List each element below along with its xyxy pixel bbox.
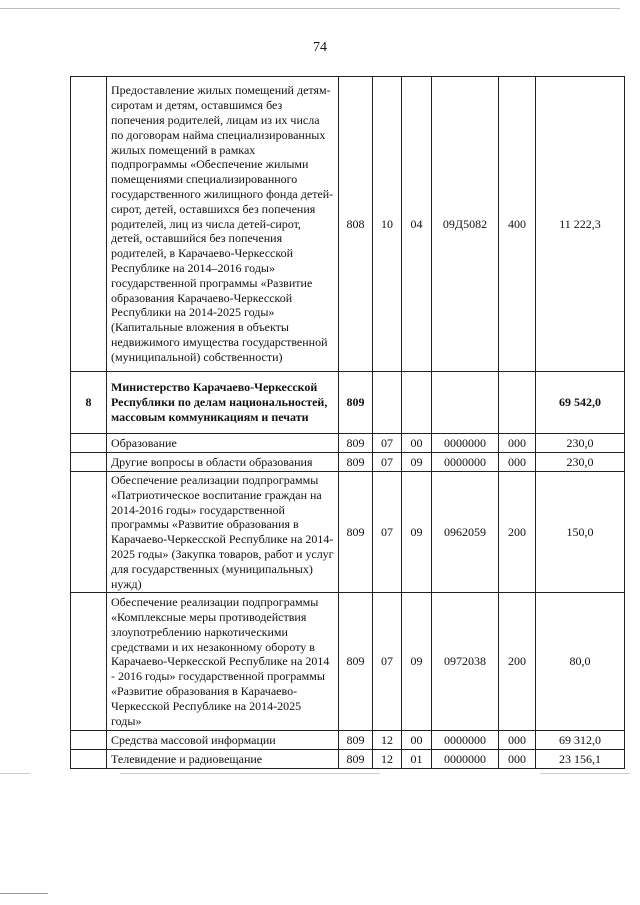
amount: 11 222,3 (536, 77, 625, 372)
ministry-code: 809 (339, 750, 373, 769)
expense-type-code (499, 372, 536, 434)
target-article-code: 0000000 (432, 453, 499, 472)
amount: 80,0 (536, 593, 625, 731)
amount: 23 156,1 (536, 750, 625, 769)
scan-noise-line (0, 893, 48, 894)
target-article-code: 0000000 (432, 434, 499, 453)
target-article-code: 0972038 (432, 593, 499, 731)
section-code: 12 (373, 750, 402, 769)
table-row (71, 750, 625, 769)
expense-type-code: 200 (499, 472, 536, 593)
section-code: 10 (373, 77, 402, 372)
scan-top-edge (0, 8, 620, 9)
expense-type-code: 400 (499, 77, 536, 372)
row-number (71, 434, 107, 453)
target-article-code: 0000000 (432, 750, 499, 769)
expense-type-code: 000 (499, 434, 536, 453)
row-description: Средства массовой информации (107, 731, 339, 750)
row-description: Обеспечение реализации подпрограммы «Комплексные меры противодействия злоупотреблению наркотическими средствами и их незаконному обороту в Карачаево-Черкесской Республике на 2014 - 2016 годы» государственной программы «Развитие образования в Карачаево-Черкесской Республике на 2014-2025 годы» (107, 593, 339, 731)
table-row (71, 593, 625, 731)
row-number (71, 453, 107, 472)
target-article-code (432, 372, 499, 434)
amount: 69 312,0 (536, 731, 625, 750)
subsection-code: 09 (402, 453, 432, 472)
row-description: Министерство Карачаево-Черкесской Республики по делам национальностей, массовым коммуникациям и печати (107, 372, 339, 434)
row-number: 8 (71, 372, 107, 434)
row-number (71, 750, 107, 769)
row-description: Обеспечение реализации подпрограммы «Патриотическое воспитание граждан на 2014-2016 годы» государственной программы «Развитие образования в Карачаево-Черкесской Республике на 2014-2025 годы» (Закупка товаров, работ и услуг для государственных (муниципальных) нужд) (107, 472, 339, 593)
ministry-code: 809 (339, 472, 373, 593)
scan-noise-line (0, 773, 30, 774)
row-description: Предоставление жилых помещений детям-сиротам и детям, оставшимся без попечения родителей, лицам из их числа по договорам найма специализированных жилых помещений в рамках подпрограммы «Обеспечение жилыми помещениями специализированного государственного жилищного фонда детей-сирот, детей, оставшихся без попечения родителей, лиц из числа детей-сирот, детей, оставшийся без попечения родителей, в Карачаево-Черкесской Республике на 2014–2016 годы» государственной программы «Развитие образования Карачаево-Черкесской Республики на 2014-2025 годы» (Капитальные вложения в объекты недвижимого имущества государственной (муниципальной) собственности) (107, 77, 339, 372)
amount: 230,0 (536, 453, 625, 472)
row-number (71, 77, 107, 372)
subsection-code: 09 (402, 472, 432, 593)
ministry-code: 809 (339, 434, 373, 453)
ministry-code: 808 (339, 77, 373, 372)
table-row (71, 472, 625, 593)
target-article-code: 0000000 (432, 731, 499, 750)
scan-noise-line (540, 773, 630, 774)
section-code: 07 (373, 453, 402, 472)
page-number: 74 (313, 40, 327, 55)
row-description: Образование (107, 434, 339, 453)
table-row (71, 434, 625, 453)
amount: 150,0 (536, 472, 625, 593)
ministry-code: 809 (339, 453, 373, 472)
section-code: 07 (373, 434, 402, 453)
row-number (71, 593, 107, 731)
table-row (71, 77, 625, 372)
expense-type-code: 200 (499, 593, 536, 731)
section-code (373, 372, 402, 434)
row-number (71, 731, 107, 750)
amount: 69 542,0 (536, 372, 625, 434)
section-code: 07 (373, 593, 402, 731)
ministry-code: 809 (339, 593, 373, 731)
subsection-code: 00 (402, 731, 432, 750)
section-code: 07 (373, 472, 402, 593)
budget-table (70, 76, 625, 769)
subsection-code: 09 (402, 593, 432, 731)
table-row (71, 731, 625, 750)
ministry-code: 809 (339, 731, 373, 750)
amount: 230,0 (536, 434, 625, 453)
expense-type-code: 000 (499, 750, 536, 769)
subsection-code: 00 (402, 434, 432, 453)
subsection-code: 04 (402, 77, 432, 372)
row-description: Другие вопросы в области образования (107, 453, 339, 472)
table-row (71, 453, 625, 472)
ministry-code: 809 (339, 372, 373, 434)
row-number (71, 472, 107, 593)
scan-noise-line (120, 773, 380, 774)
target-article-code: 09Д5082 (432, 77, 499, 372)
subsection-code (402, 372, 432, 434)
table-row (71, 372, 625, 434)
section-code: 12 (373, 731, 402, 750)
subsection-code: 01 (402, 750, 432, 769)
expense-type-code: 000 (499, 453, 536, 472)
expense-type-code: 000 (499, 731, 536, 750)
row-description: Телевидение и радиовещание (107, 750, 339, 769)
target-article-code: 0962059 (432, 472, 499, 593)
